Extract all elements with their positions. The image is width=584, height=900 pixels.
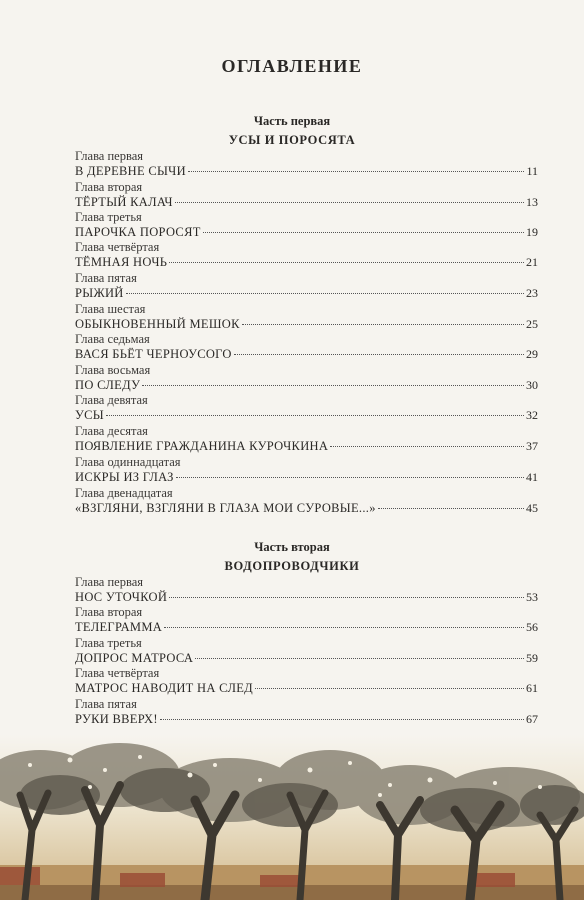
dot-leader bbox=[175, 202, 524, 203]
dot-leader bbox=[176, 477, 524, 478]
chapter-title: ПАРОЧКА ПОРОСЯТ bbox=[75, 225, 201, 239]
dot-leader bbox=[378, 508, 524, 509]
page-number: 29 bbox=[526, 347, 538, 361]
dot-leader bbox=[195, 658, 524, 659]
toc-entry[interactable] bbox=[75, 363, 538, 393]
chapter-label: Глава девятая bbox=[75, 393, 148, 407]
page-number: 11 bbox=[526, 164, 538, 178]
page-number: 53 bbox=[526, 590, 538, 604]
chapter-title: ТЕЛЕГРАММА bbox=[75, 620, 163, 634]
toc-entry[interactable] bbox=[75, 575, 538, 605]
toc-entry[interactable] bbox=[75, 332, 538, 362]
chapter-title: ПО СЛЕДУ bbox=[75, 378, 141, 392]
page-number: 41 bbox=[526, 470, 538, 484]
part-title: УСЫ И ПОРОСЯТА bbox=[228, 133, 356, 147]
toc-entry[interactable] bbox=[75, 271, 538, 301]
chapter-title: НОС УТОЧКОЙ bbox=[75, 590, 168, 604]
chapter-label: Глава двенадцатая bbox=[75, 486, 173, 500]
chapter-label: Глава восьмая bbox=[75, 363, 151, 377]
toc-entry[interactable] bbox=[75, 636, 538, 666]
part-label: Часть первая bbox=[253, 114, 331, 128]
page-number: 45 bbox=[526, 501, 538, 515]
dot-leader bbox=[330, 446, 524, 447]
dot-leader bbox=[160, 719, 524, 720]
chapter-title: ОБЫКНОВЕННЫЙ МЕШОК bbox=[75, 317, 240, 331]
chapter-label: Глава четвёртая bbox=[75, 666, 160, 680]
toc-entry[interactable] bbox=[75, 302, 538, 332]
page-number: 37 bbox=[526, 439, 538, 453]
dot-leader bbox=[188, 171, 525, 172]
dot-leader bbox=[242, 324, 524, 325]
chapter-label: Глава одиннадцатая bbox=[75, 455, 181, 469]
chapter-label: Глава пятая bbox=[75, 697, 137, 711]
toc-entry[interactable] bbox=[75, 180, 538, 210]
part-title: ВОДОПРОВОДЧИКИ bbox=[224, 559, 360, 573]
page-number: 32 bbox=[526, 408, 538, 422]
toc-entry[interactable] bbox=[75, 455, 538, 485]
chapter-label: Глава третья bbox=[75, 210, 142, 224]
page-number: 25 bbox=[526, 317, 538, 331]
chapter-label: Глава десятая bbox=[75, 424, 148, 438]
chapter-title: В ДЕРЕВНЕ СЫЧИ bbox=[75, 164, 186, 178]
chapter-label: Глава четвёртая bbox=[75, 240, 160, 254]
chapter-title: РУКИ ВВЕРХ! bbox=[75, 712, 158, 726]
dot-leader bbox=[164, 627, 524, 628]
toc-entry[interactable] bbox=[75, 210, 538, 240]
dot-leader bbox=[169, 262, 524, 263]
page-number: 13 bbox=[526, 195, 538, 209]
chapter-label: Глава третья bbox=[75, 636, 142, 650]
chapter-title: «ВЗГЛЯНИ, ВЗГЛЯНИ В ГЛАЗА МОИ СУРОВЫЕ...» bbox=[75, 501, 376, 515]
page-number: 21 bbox=[526, 255, 538, 269]
toc-entry[interactable] bbox=[75, 605, 538, 635]
page-number: 59 bbox=[526, 651, 538, 665]
dot-leader bbox=[169, 597, 524, 598]
chapter-label: Глава седьмая bbox=[75, 332, 150, 346]
dot-leader bbox=[255, 688, 524, 689]
dot-leader bbox=[234, 354, 524, 355]
toc-entry[interactable] bbox=[75, 149, 538, 179]
chapter-title: ТЁМНАЯ НОЧЬ bbox=[75, 255, 168, 269]
page-number: 23 bbox=[526, 286, 538, 300]
dot-leader bbox=[106, 415, 524, 416]
chapter-title: ИСКРЫ ИЗ ГЛАЗ bbox=[75, 470, 174, 484]
chapter-label: Глава вторая bbox=[75, 605, 143, 619]
chapter-label: Глава шестая bbox=[75, 302, 146, 316]
part-header-2 bbox=[0, 540, 584, 574]
chapter-label: Глава вторая bbox=[75, 180, 143, 194]
chapter-title: ТЁРТЫЙ КАЛАЧ bbox=[75, 195, 173, 209]
part-header-1 bbox=[0, 114, 584, 148]
toc-entry[interactable] bbox=[75, 424, 538, 454]
page-title: ОГЛАВЛЕНИЕ bbox=[221, 56, 363, 76]
dot-leader bbox=[126, 293, 524, 294]
dot-leader bbox=[203, 232, 524, 233]
part-label: Часть вторая bbox=[254, 540, 330, 554]
chapter-label: Глава первая bbox=[75, 149, 144, 163]
tree-illustration bbox=[0, 735, 584, 900]
chapter-title: МАТРОС НАВОДИТ НА СЛЕД bbox=[75, 681, 253, 695]
dot-leader bbox=[142, 385, 524, 386]
page-number: 61 bbox=[526, 681, 538, 695]
toc-entry[interactable] bbox=[75, 393, 538, 423]
page-number: 19 bbox=[526, 225, 538, 239]
toc-entry[interactable] bbox=[75, 486, 538, 516]
toc-entry[interactable] bbox=[75, 697, 538, 727]
chapter-label: Глава первая bbox=[75, 575, 144, 589]
chapter-title: ДОПРОС МАТРОСА bbox=[75, 651, 194, 665]
page-number: 56 bbox=[526, 620, 538, 634]
chapter-label: Глава пятая bbox=[75, 271, 137, 285]
toc-entry[interactable] bbox=[75, 240, 538, 270]
chapter-title: УСЫ bbox=[75, 408, 104, 422]
chapter-title: РЫЖИЙ bbox=[75, 286, 124, 300]
page-number: 67 bbox=[526, 712, 538, 726]
chapter-title: ВАСЯ БЬЁТ ЧЕРНОУСОГО bbox=[75, 347, 232, 361]
chapter-title: ПОЯВЛЕНИЕ ГРАЖДАНИНА КУРОЧКИНА bbox=[75, 439, 329, 453]
page-number: 30 bbox=[526, 378, 538, 392]
toc-entry[interactable] bbox=[75, 666, 538, 696]
